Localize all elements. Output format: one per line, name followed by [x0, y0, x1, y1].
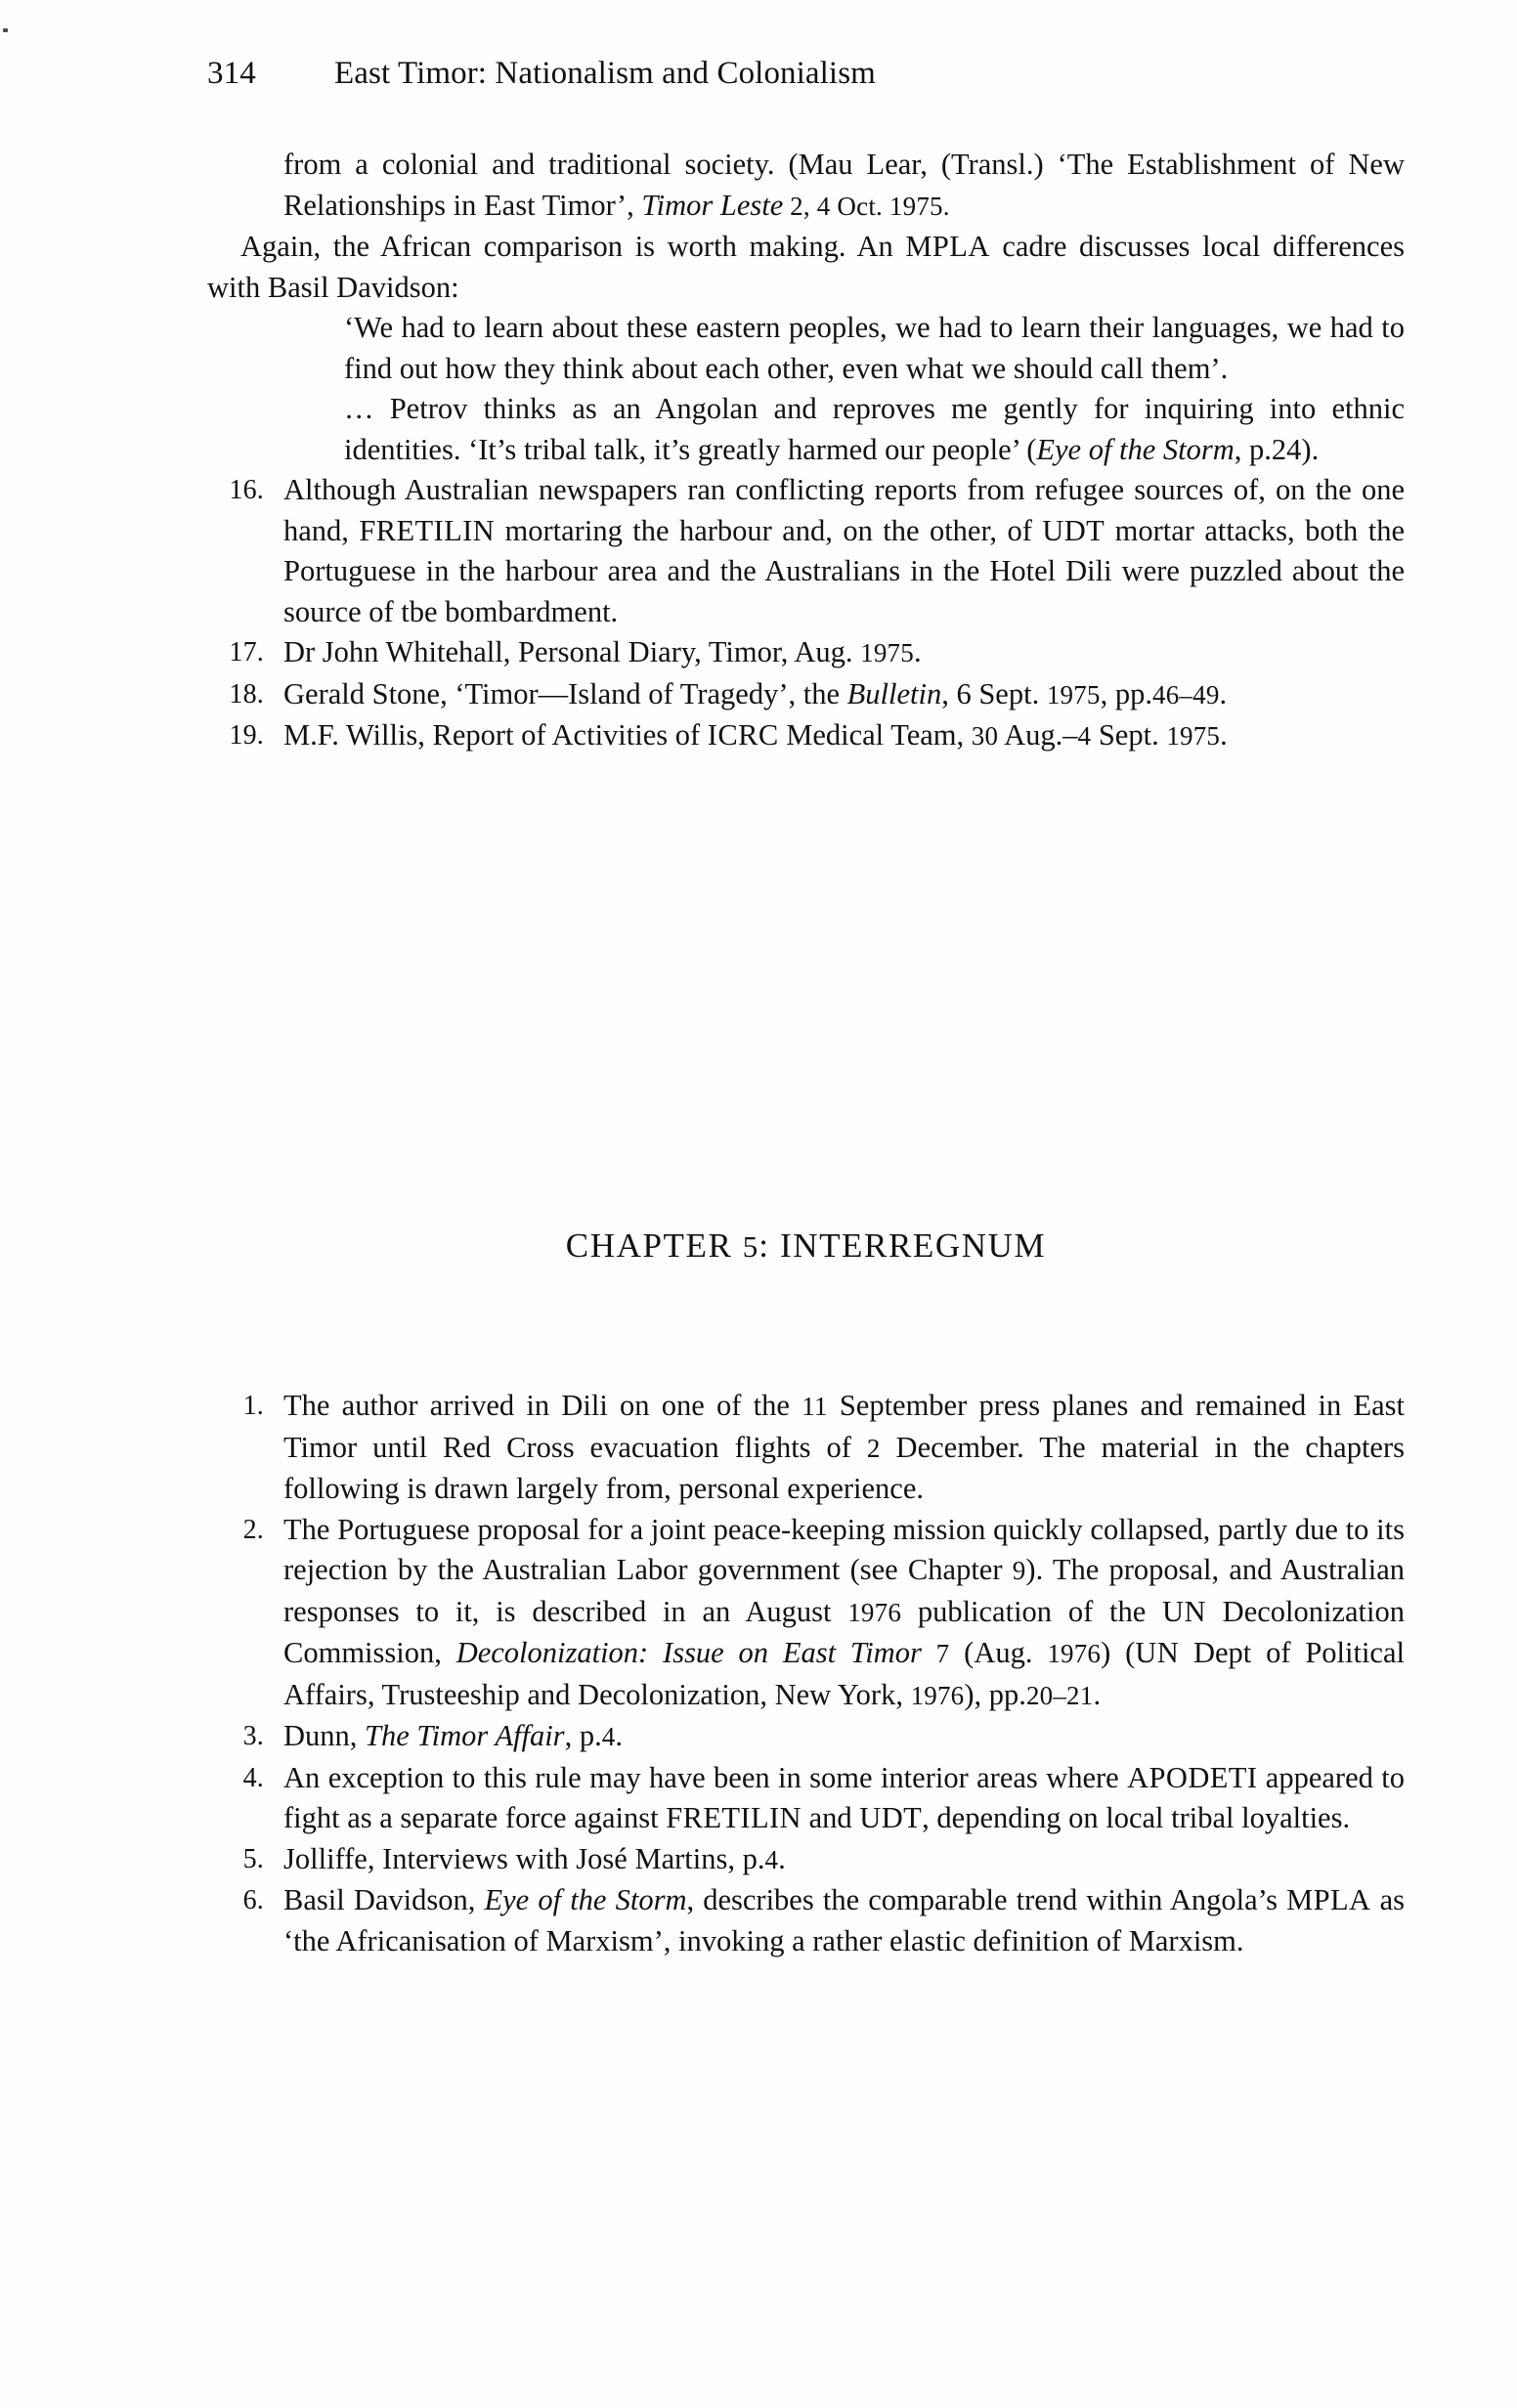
numeral: 46–49 [1152, 679, 1220, 710]
block-quote-davidson: ‘We had to learn about these eastern peoples, we had to learn their languages, we had to find out how they think about each other, even what we should call them’. [344, 311, 1405, 385]
numeral: 7 [935, 1639, 950, 1668]
endnote-text: Aug.– [998, 718, 1078, 752]
acronym-mpla: MPLA [905, 230, 990, 263]
endnote-19 [207, 715, 1405, 757]
endnote-18 [207, 674, 1405, 716]
running-title: East Timor: Nationalism and Colonialism [334, 56, 876, 91]
endnotes-column-chapter-5 [207, 1386, 1405, 1961]
endnote-1 [207, 1386, 1405, 1510]
endnote-text: An exception to this rule may have been in some interior areas where [283, 1760, 1128, 1794]
commentary-paragraph [207, 227, 1405, 308]
acronym-un: UN [1135, 1636, 1180, 1669]
endnote-text: Although Australian newspapers ran conflicting reports from refugee sources of, on the one hand, [283, 473, 1405, 547]
numeral: 1975 [1046, 679, 1101, 710]
acronym-fretilin: FRETILIN [666, 1801, 802, 1834]
endnote-text: The author arrived in Dili on one of the [283, 1389, 802, 1422]
endnote-number: 6. [242, 1885, 264, 1915]
endnote-text: M.F. Willis, Report of Activities of [283, 718, 708, 752]
endnote-text: . [913, 635, 922, 668]
endnote-text: ). The proposal, and Australian responses to it, is described in an August [283, 1553, 1405, 1628]
block-quote-petrov [344, 389, 1405, 470]
endnote-text: , pp. [1100, 676, 1153, 710]
note-15-lead-text: from a colonial and traditional society. (Mau Lear, (Transl.) ‘The Establishment of New Relationships in East Timor’, [283, 148, 1405, 222]
acronym-udt: UDT [859, 1801, 923, 1834]
numeral: 1976 [1047, 1639, 1102, 1668]
endnote-text: , p. [564, 1719, 602, 1752]
numeral: 1976 [910, 1680, 965, 1710]
chapter-heading-suffix: : INTERREGNUM [758, 1226, 1047, 1265]
numeral: 1975 [1166, 721, 1221, 751]
endnote-17 [207, 632, 1405, 674]
petrov-quote-text: … Petrov thinks as an Angolan and reproves me gently for inquiring into ethnic identities. ‘It’s tribal talk, it’s greatly harmed our people’ ( [344, 392, 1405, 466]
endnote-list-chapter-4 [207, 470, 1405, 757]
numeral: 30 [971, 721, 999, 751]
endnotes-column-chapter-4 [207, 145, 1405, 757]
page-folio-number: 314 [207, 56, 256, 91]
running-head [207, 55, 1409, 94]
endnote-text: (Aug. [949, 1636, 1048, 1669]
source-title-eye-of-the-storm: Eye of the Storm [1036, 432, 1235, 466]
endnote-text: Basil Davidson, [283, 1883, 485, 1916]
acronym-mpla: MPLA [1286, 1883, 1371, 1916]
endnote-text: The Portuguese proposal for a joint peace-keeping mission quickly collapsed, partly due to its rejection by the Australian Labor government (see Chapter [283, 1512, 1405, 1586]
acronym-fretilin: FRETILIN [359, 513, 496, 547]
endnote-text: ) ( [1101, 1636, 1136, 1669]
endnote-text: and [801, 1801, 860, 1834]
endnote-text: , 6 Sept. [941, 676, 1047, 710]
cited-title-italic: Bulletin [846, 676, 942, 710]
acronym-udt: UDT [1042, 513, 1105, 547]
endnote-text: Medical Team, [778, 718, 972, 752]
endnote-text: September press planes and remained in East Timor until Red Cross evacuation flights of [283, 1389, 1405, 1464]
endnote-3 [207, 1716, 1405, 1758]
numeral: 4 [1077, 721, 1092, 751]
endnote-number: 2. [242, 1514, 264, 1545]
numeral: 1976 [847, 1597, 902, 1627]
endnote-text: appeared to fight as a separate force against [283, 1760, 1405, 1834]
endnote-text: Dunn, [283, 1719, 366, 1752]
endnote-text [922, 1636, 936, 1669]
numeral: 1975 [860, 638, 914, 667]
endnote-number: 4. [242, 1762, 264, 1793]
endnote-text: Sept. [1091, 718, 1167, 752]
endnote-number: 1. [242, 1391, 264, 1421]
endnote-text: Dept of Political Affairs, Trusteeship and Decolonization, New York, [283, 1636, 1405, 1711]
endnote-text: , depending on local tribal loyalties. [922, 1801, 1351, 1834]
endnote-number: 3. [242, 1721, 264, 1751]
numeral: 9 [1012, 1556, 1026, 1585]
endnote-text: , describes the comparable trend within Angola’s [686, 1883, 1287, 1916]
endnote-16 [207, 470, 1405, 632]
endnote-text: . [615, 1719, 624, 1752]
endnote-text: . [778, 1841, 786, 1875]
note-15-issue-date: 2, 4 Oct. 1975. [783, 191, 950, 221]
acronym-icrc: ICRC [707, 718, 779, 752]
cited-title-italic: Eye of the Storm [484, 1883, 687, 1916]
acronym-un: UN [1162, 1594, 1206, 1628]
endnote-number: 16. [229, 475, 264, 505]
scan-artifact-speck [3, 28, 8, 32]
commentary-part-2: cadre discusses local differences with Basil Davidson: [207, 230, 1405, 304]
endnote-2 [207, 1510, 1405, 1717]
endnote-text: as ‘the Africanisation of Marxism’, invoking a rather elastic definition of Marxism. [283, 1883, 1405, 1957]
endnote-4 [207, 1758, 1405, 1839]
numeral: 11 [802, 1392, 828, 1421]
endnote-number: 17. [229, 637, 264, 667]
chapter-heading [207, 1226, 1405, 1266]
endnote-number: 18. [229, 678, 264, 710]
cited-title-italic: The Timor Affair [365, 1719, 565, 1752]
chapter-heading-number: 5 [742, 1229, 759, 1264]
endnote-text: mortaring the harbour and, on the other, of [495, 513, 1043, 547]
petrov-quote-tail: , p.24). [1234, 432, 1320, 466]
endnote-text: mortar attacks, both the Portuguese in the harbour area and the Australians in the Hotel Dili were puzzled about the source of tbe bombardment. [283, 513, 1406, 628]
endnote-text: ), pp. [964, 1677, 1026, 1711]
note-15-journal-title: Timor Leste [641, 188, 784, 222]
endnote-number: 19. [229, 720, 264, 751]
numeral: 4 [764, 1844, 779, 1874]
endnote-text: Jolliffe, Interviews with José Martins, p. [283, 1841, 765, 1875]
endnote-text: Gerald Stone, ‘Timor—Island of Tragedy’, the [283, 676, 847, 710]
numeral: 20–21 [1025, 1680, 1094, 1710]
endnote-text: Dr John Whitehall, Personal Diary, Timor, Aug. [283, 635, 861, 668]
endnote-text: Decolonization Commission, [283, 1594, 1405, 1669]
endnote-text: . [1093, 1677, 1102, 1711]
numeral: 4 [601, 1722, 616, 1751]
endnote-5 [207, 1839, 1405, 1881]
commentary-part-1: Again, the African comparison is worth making. An [240, 230, 906, 263]
endnote-list-chapter-5 [207, 1386, 1405, 1961]
note-continuation-15 [283, 145, 1405, 227]
endnote-text: . [1219, 676, 1228, 710]
endnote-number: 5. [242, 1843, 264, 1874]
endnote-text: . [1220, 718, 1228, 752]
chapter-heading-prefix: CHAPTER [565, 1226, 743, 1265]
numeral: 2 [866, 1433, 881, 1463]
acronym-apodeti: APODETI [1127, 1760, 1258, 1794]
cited-title-italic: Decolonization: Issue on East Timor [455, 1636, 922, 1669]
endnote-text: publication of the [901, 1594, 1163, 1628]
endnote-6 [207, 1880, 1405, 1961]
endnote-text: December. The material in the chapters following is drawn largely from, personal experience. [283, 1430, 1405, 1505]
